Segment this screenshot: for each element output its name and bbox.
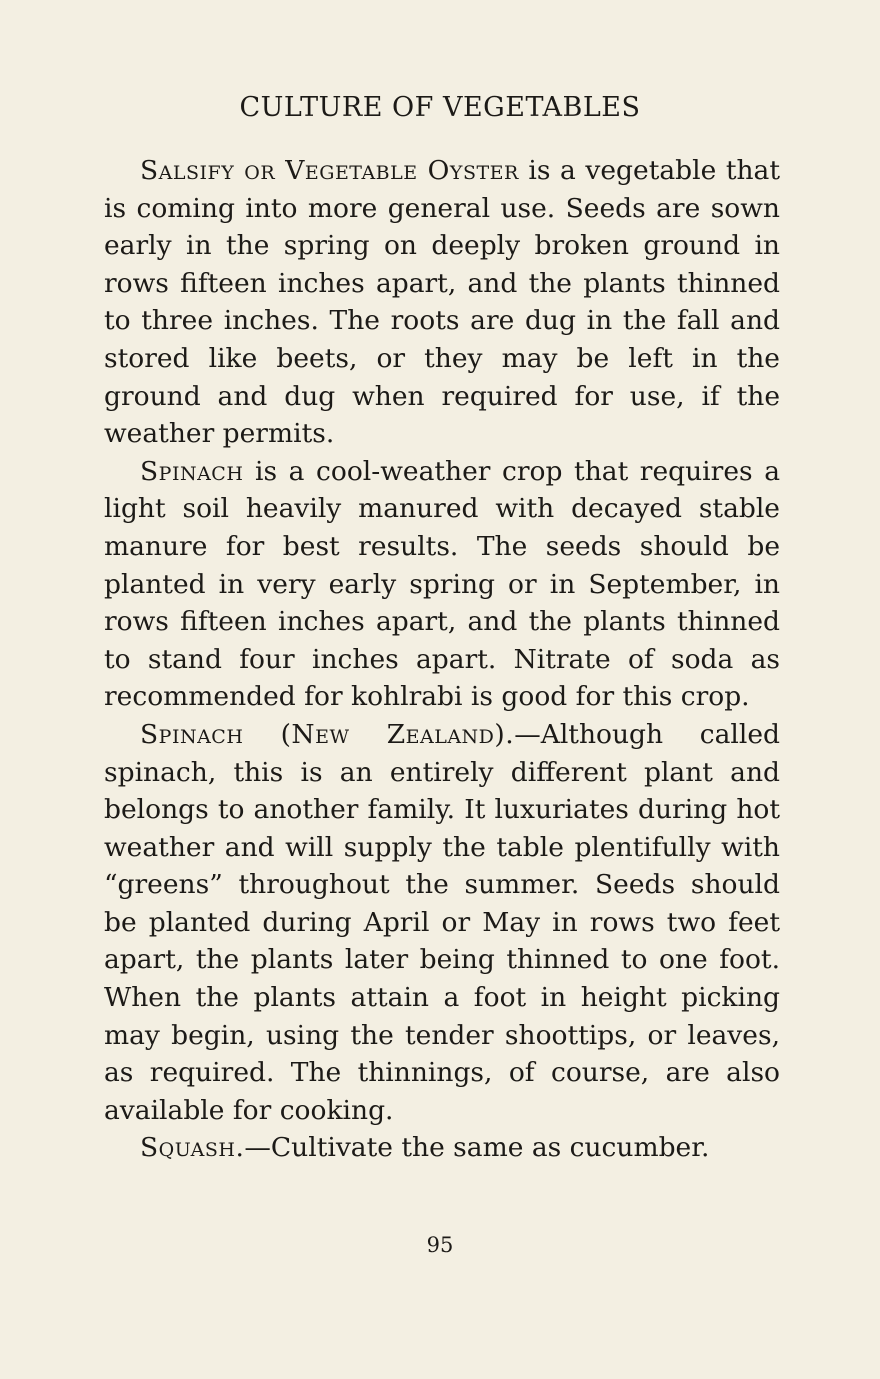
term-spinach-new-zealand: Spinach (New Zealand). — [140, 718, 515, 750]
running-head: CULTURE OF VEGETABLES — [239, 92, 641, 123]
paragraph-squash — [104, 1129, 780, 1167]
body-text — [104, 152, 780, 1167]
paragraph-text: —Cultivate the same as cucumber. — [244, 1132, 710, 1164]
paragraph-text: —Although called spinach, this is an entirely different plant and belongs to another family. It luxuriates during hot weather and will supply the table plentifully with “greens” throughout the summer. Seeds should be planted during April or May in rows two feet apart, the plants later being thinned to one foot. When the plants attain a foot in height picking may begin, using the tender shoottips, or leaves, as required. The thinnings, of course, are also available for cooking. — [104, 718, 781, 1126]
page-number: 95 — [426, 1233, 454, 1257]
term-squash: Squash. — [140, 1132, 245, 1164]
paragraph-spinach — [104, 453, 780, 716]
paragraph-text: is a vegetable that is coming into more general use. Seeds are sown early in the spring on deeply broken ground in rows fifteen inches apart, and the plants thinned to three inches. The roots are dug in the fall and stored like beets, or they may be left in the ground and dug when required for use, if the weather permits. — [104, 155, 781, 450]
paragraph-salsify — [104, 152, 780, 453]
term-salsify: Salsify or Vegetable Oyster — [140, 155, 519, 186]
term-spinach: Spinach — [140, 455, 244, 487]
paragraph-spinach-new-zealand — [104, 716, 780, 1130]
paragraph-text: is a cool-weather crop that requires a light soil heavily manured with decayed stable manure for best results. The seeds should be planted in very early spring or in September, in rows fifteen inches apart, and the plants thinned to stand four inches apart. Nitrate of soda as recommended for kohlrabi is good for this crop. — [104, 455, 780, 713]
